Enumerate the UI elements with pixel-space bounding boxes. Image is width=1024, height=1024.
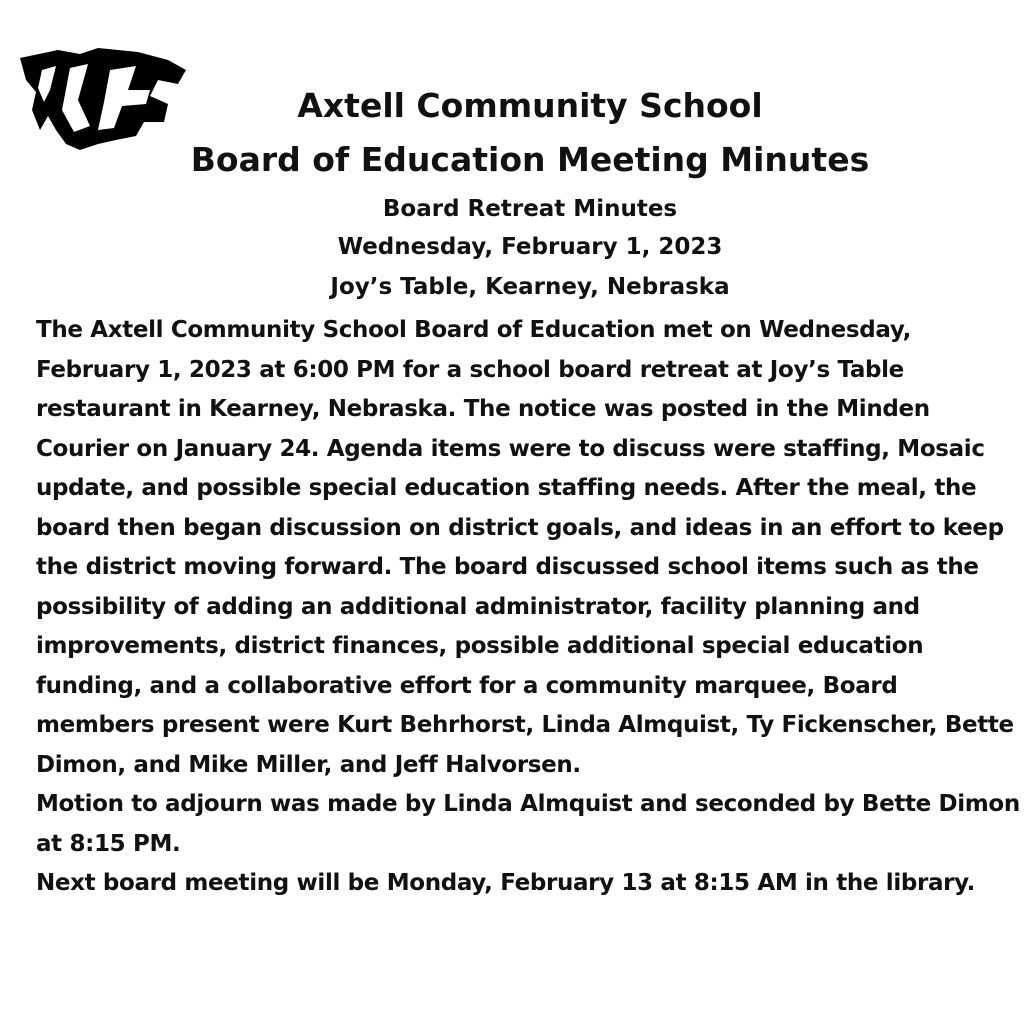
minutes-body bbox=[36, 311, 1021, 904]
minutes-paragraph-next-meeting: Next board meeting will be Monday, February 13 at 8:15 AM in the library. bbox=[36, 870, 976, 896]
meeting-type: Board Retreat Minutes bbox=[382, 196, 678, 222]
minutes-paragraph-motion: Motion to adjourn was made by Linda Almquist and seconded by Bette Dimon at 8:15 PM. bbox=[36, 791, 1020, 857]
meeting-date: Wednesday, February 1, 2023 bbox=[337, 234, 723, 260]
meeting-location: Joy’s Table, Kearney, Nebraska bbox=[330, 274, 730, 300]
wildcat-logo-icon bbox=[18, 40, 188, 152]
school-name-title: Axtell Community School bbox=[297, 86, 763, 125]
document-title: Board of Education Meeting Minutes bbox=[190, 140, 870, 179]
minutes-paragraph-main: The Axtell Community School Board of Education met on Wednesday, February 1, 2023 at 6:00 PM for a school board retreat at Joy’s Table restaurant in Kearney, Nebraska. The notice was posted in the Minden Courier on January 24. Agenda items were to discuss were staffing, Mosaic update, and possible special education staffing needs. After the meal, the board then began discussion on district goals, and ideas in an effort to keep the district moving forward. The board discussed school items such as the possibility of adding an additional administrator, facility planning and improvements, district finances, possible additional special education funding, and a collaborative effort for a community marquee, Board members present were Kurt Behrhorst, Linda Almquist, Ty Fickenscher, Bette Dimon, and Mike Miller, and Jeff Halvorsen. bbox=[36, 317, 1014, 778]
